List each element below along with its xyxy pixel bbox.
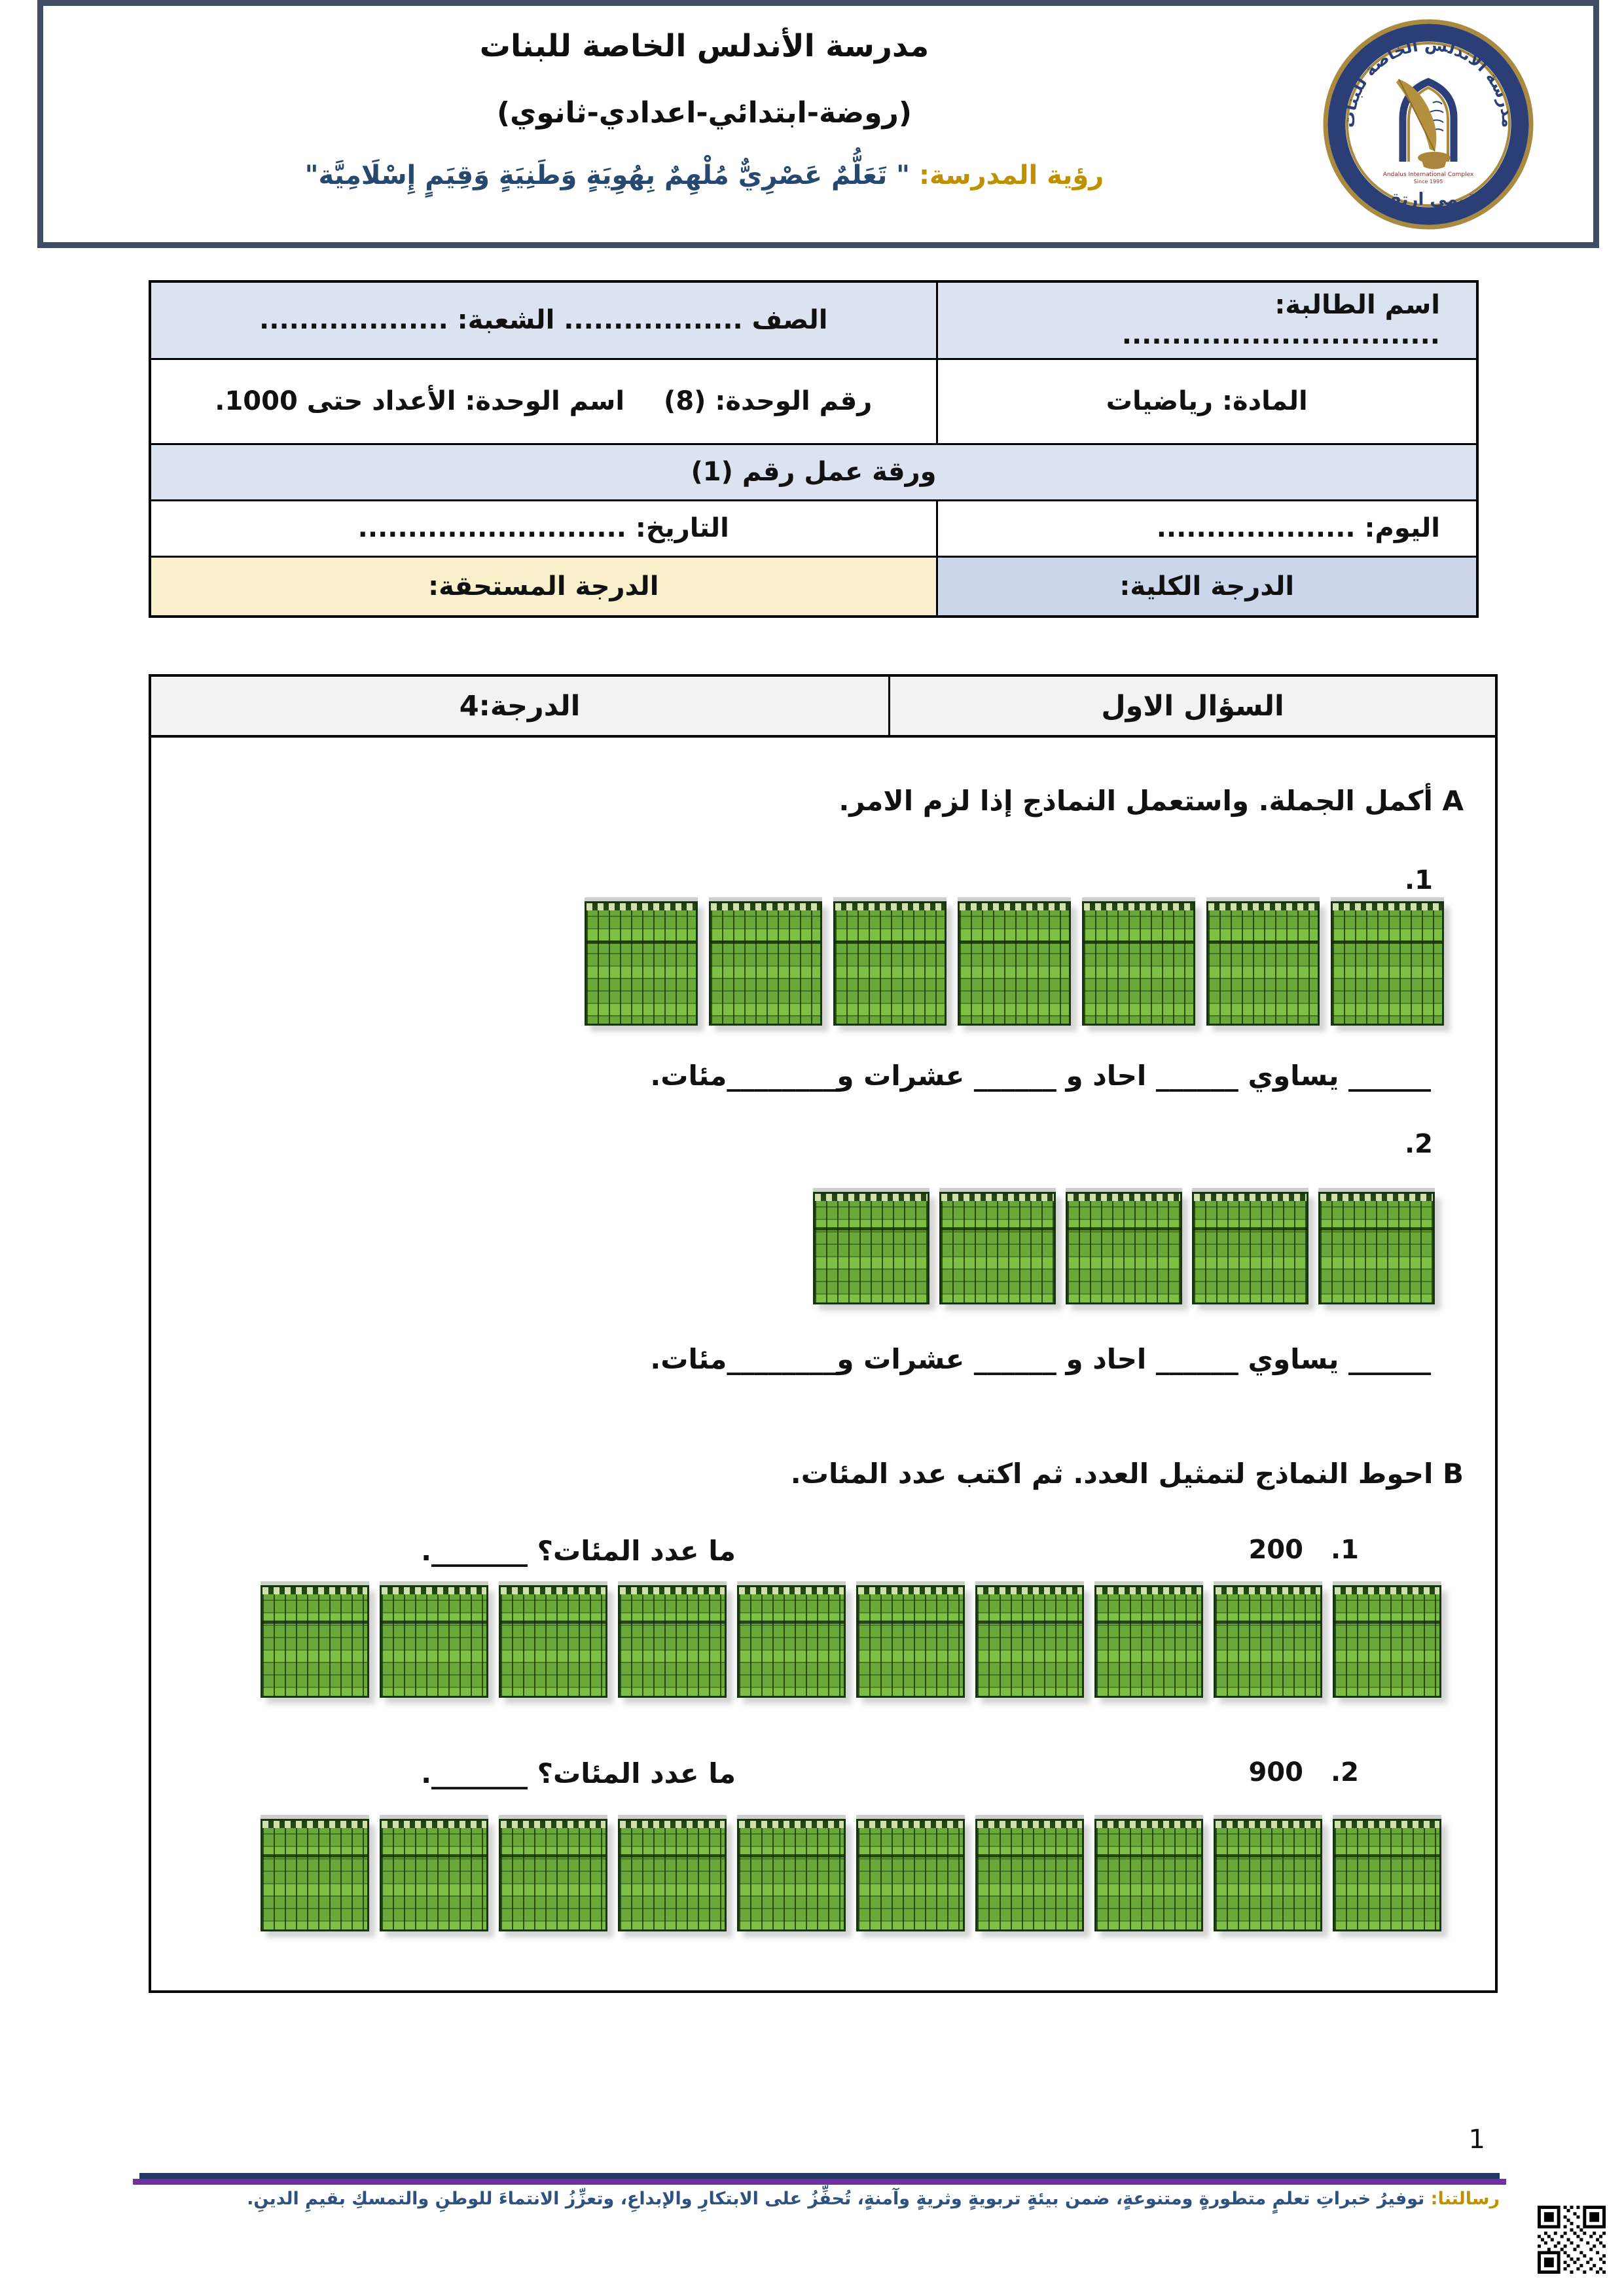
hundreds-block: [261, 1585, 369, 1698]
item-b2-answer-blank: _______.: [421, 1757, 528, 1789]
student-name-cell: اسم الطالبة: ................................: [937, 281, 1477, 359]
item-b2-number: 2.: [1330, 1757, 1359, 1787]
hundreds-block: [380, 1819, 488, 1931]
hundreds-block: [380, 1585, 488, 1698]
hundreds-block: [618, 1585, 727, 1698]
hundreds-block: [261, 1819, 369, 1931]
worksheet-number-cell: ورقة عمل رقم (1): [150, 444, 1477, 500]
hundreds-block: [1094, 1585, 1203, 1698]
footer-rule-navy: [139, 2173, 1500, 2179]
hundreds-block: [1214, 1819, 1322, 1931]
student-info-table: [149, 280, 1479, 618]
hundreds-block: [856, 1819, 965, 1931]
item-a2-blocks: [813, 1192, 1435, 1304]
day-cell: اليوم: ....................: [937, 500, 1477, 556]
hundreds-block: [1094, 1819, 1203, 1931]
item-b2-value: 900: [1248, 1757, 1303, 1787]
hundreds-block: [1333, 1585, 1441, 1698]
hundreds-block: [585, 901, 698, 1026]
hundreds-block: [1333, 1819, 1441, 1931]
item-b2-blocks: [261, 1819, 1441, 1931]
item-b1-prompt: [421, 1535, 736, 1567]
school-levels: (روضة-ابتدائي-اعدادي-ثانوي): [496, 96, 912, 130]
mission-text: توفيرُ خبراتِ تعلمٍ متطورةٍ ومتنوعةٍ، ضمن بيئةٍ تربويةٍ وثريةٍ وآمنةٍ، تُحفِّزُ على الابتكارِ والإبداعِ، وتعزِّزُ الانتماءَ للوطنِ والتمسكِ بقيمِ الدينِ.: [247, 2189, 1425, 2209]
logo-en-line1: Andalus International Complex: [1382, 171, 1474, 178]
item-a1-sentence: ______ يساوي ______ احاد و ______ عشرات و________مئات.: [650, 1060, 1431, 1092]
hundreds-block: [975, 1819, 1084, 1931]
part-a-instruction: A أكمل الجملة. واستعمل النماذج إذا لزم الامر.: [839, 785, 1464, 817]
vision-label: رؤية المدرسة:: [918, 160, 1104, 190]
class-section-cell: الصف .................. الشعبة: ...................: [150, 281, 937, 359]
item-b2-prompt: [421, 1757, 736, 1789]
qr-code: [1538, 2206, 1606, 2274]
hundreds-block: [1066, 1192, 1182, 1304]
footer-rule-purple: [133, 2179, 1506, 2185]
hundreds-block: [856, 1585, 965, 1698]
question-grade: الدرجة:4: [459, 689, 581, 723]
mission-label: رسالتنا:: [1430, 2189, 1500, 2209]
hundreds-block: [1331, 901, 1444, 1026]
hundreds-block: [737, 1819, 846, 1931]
logo-en-line2: Since 1995: [1413, 179, 1443, 185]
item-b1-value: 200: [1248, 1535, 1303, 1565]
earned-grade-cell: الدرجة المستحقة:: [150, 556, 937, 617]
total-grade-cell: الدرجة الكلية:: [937, 556, 1477, 617]
hundreds-block: [709, 901, 822, 1026]
subject-cell: المادة: رياضيات: [937, 359, 1477, 444]
item-a1-blocks: [585, 901, 1444, 1026]
date-cell: التاريخ: ...........................: [150, 500, 937, 556]
unit-cell: [150, 359, 937, 444]
item-a2-sentence: ______ يساوي ______ احاد و ______ عشرات و________مئات.: [650, 1343, 1431, 1375]
hundreds-block: [975, 1585, 1084, 1698]
hundreds-block: [833, 901, 947, 1026]
hundreds-block: [1192, 1192, 1308, 1304]
logo-motto: بقيمي ارتقي: [1372, 190, 1485, 209]
question-header: [149, 674, 1498, 738]
footer-mission: [247, 2189, 1500, 2209]
question-body: [149, 738, 1498, 1993]
table-row: [150, 556, 1477, 617]
part-b-instruction: B احوط النماذج لتمثيل العدد. ثم اكتب عدد المئات.: [790, 1458, 1464, 1490]
item-b1-answer-blank: _______.: [421, 1535, 528, 1567]
hundreds-block: [618, 1819, 727, 1931]
header: [37, 0, 1599, 248]
hundreds-block: [1318, 1192, 1435, 1304]
item-b1-number-line: [1248, 1535, 1359, 1565]
item-a1-number: 1.: [1404, 865, 1433, 895]
hundreds-block: [737, 1585, 846, 1698]
item-b2-number-line: [1248, 1757, 1359, 1787]
unit-number-label: رقم الوحدة: (8): [664, 386, 873, 416]
logo-ring-text: مدرسة الأندلس الخاصة للبنات: [1339, 34, 1518, 128]
item-a2-number: 2.: [1404, 1129, 1433, 1159]
question-title: السؤال الاول: [888, 677, 1495, 735]
unit-name-label: اسم الوحدة: الأعداد حتى 1000.: [215, 386, 625, 416]
school-logo-icon: [1323, 19, 1534, 230]
hundreds-block: [1082, 901, 1195, 1026]
item-b1-number: 1.: [1330, 1535, 1359, 1565]
table-row: [150, 500, 1477, 556]
header-text: [122, 6, 1287, 242]
vision-text: " تَعَلُّمٌ عَصْرِيٌّ مُلْهِمٌ بِهُوِيَةٍ وَطَنِيَةٍ وَقِيَمٍ إِسْلَامِيَّة": [304, 160, 911, 190]
hundreds-block: [1206, 901, 1320, 1026]
school-name: مدرسة الأندلس الخاصة للبنات: [479, 28, 929, 64]
item-b2-prompt-text: ما عدد المئات؟: [537, 1757, 736, 1789]
school-vision: [122, 160, 1287, 190]
table-row: [150, 359, 1477, 444]
hundreds-block: [499, 1819, 607, 1931]
hundreds-block: [958, 901, 1071, 1026]
page-number: 1: [1468, 2125, 1485, 2155]
hundreds-block: [499, 1585, 607, 1698]
hundreds-block: [1214, 1585, 1322, 1698]
hundreds-block: [939, 1192, 1056, 1304]
table-row: [150, 444, 1477, 500]
item-b1-blocks: [261, 1585, 1441, 1698]
item-b1-prompt-text: ما عدد المئات؟: [537, 1535, 736, 1567]
table-row: [150, 281, 1477, 359]
hundreds-block: [813, 1192, 929, 1304]
